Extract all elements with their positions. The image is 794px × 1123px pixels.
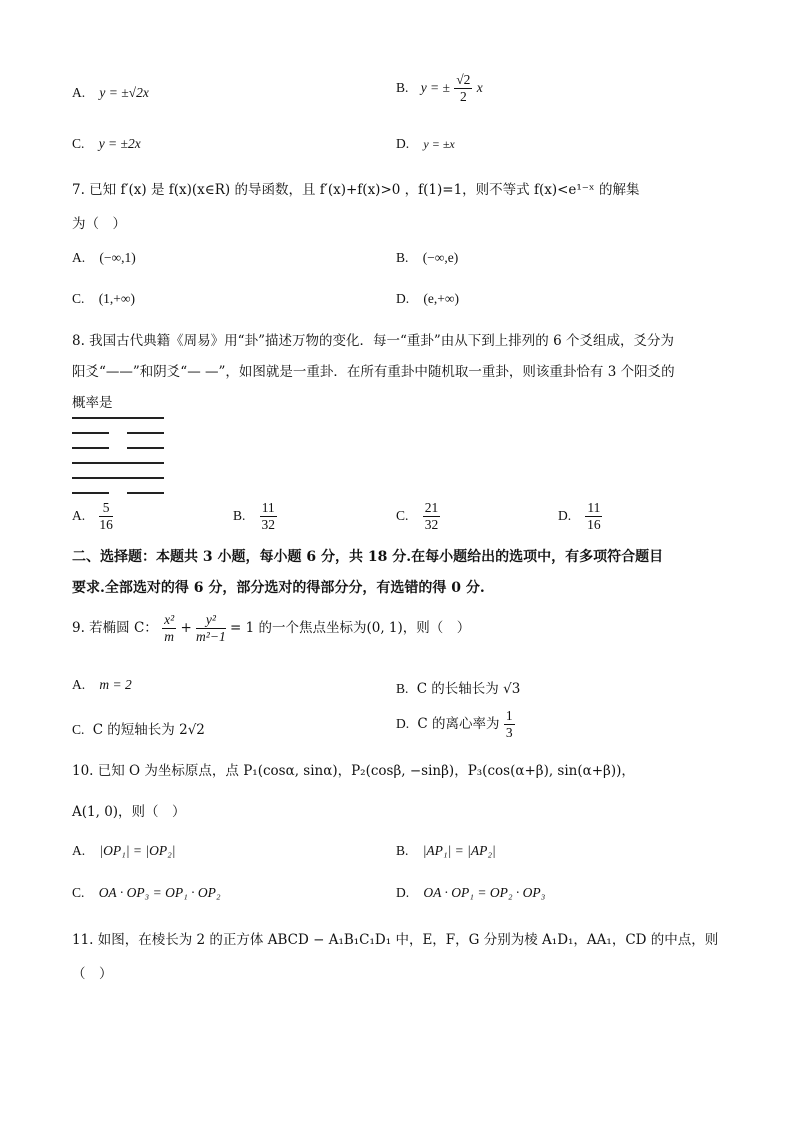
option-letter: D. [396, 716, 410, 731]
option-text: (−∞,1) [99, 250, 136, 265]
yang-line [72, 477, 164, 479]
option-text: m = 2 [99, 677, 132, 692]
fraction-denominator: m [164, 629, 174, 644]
q9-stem [72, 612, 470, 645]
q6-option-b [396, 72, 483, 105]
q7-stem-line1: 7. 已知 f′(x) 是 f(x)(x∈R) 的导函数，且 f′(x)+f(x)>0 ，f(1)=1，则不等式 f(x)<e¹⁻ˣ 的解集 [72, 182, 640, 198]
fraction-numerator: 11 [587, 500, 601, 515]
yang-line [72, 462, 164, 464]
q7-option-a [72, 250, 136, 266]
option-letter: D. [396, 291, 410, 306]
option-letter: C. [72, 136, 85, 151]
q7-option-c [72, 291, 135, 307]
fraction-numerator: 11 [261, 500, 275, 515]
option-text-pre: y = ± [420, 80, 450, 95]
option-letter: D. [558, 508, 572, 523]
fraction-denominator: 32 [424, 517, 439, 532]
yin-line-segment [127, 447, 164, 449]
fraction-numerator: 1 [505, 708, 513, 723]
yin-line-segment [127, 492, 164, 494]
option-text: y = ±2x [98, 136, 141, 151]
yin-line-segment [127, 432, 164, 434]
option-letter: C. [72, 291, 85, 306]
fraction-denominator: 2 [459, 89, 467, 104]
q6-option-c [72, 136, 141, 152]
q8-option-b [233, 500, 277, 533]
fraction-numerator: y² [196, 612, 226, 629]
q7-stem-line2: 为（ ） [72, 216, 126, 232]
fraction-denominator: 3 [505, 725, 513, 740]
q10-stem-line2: A(1, 0)，则（ ） [72, 804, 186, 820]
yin-line-segment [72, 432, 109, 434]
q6-option-a [72, 85, 149, 101]
fraction-denominator: 16 [587, 517, 601, 532]
fraction [99, 500, 113, 533]
option-text-pre: C 的离心率为 [417, 716, 500, 732]
option-text: (1,+∞) [98, 291, 136, 306]
q9-option-d [396, 708, 515, 741]
hexagram-figure [72, 414, 164, 496]
option-text: C 的长轴长为 √3 [416, 681, 521, 697]
fraction-numerator: x² [164, 612, 175, 627]
section-heading-line2: 要求.全部选对的得 6 分，部分选对的得部分分，有选错的得 0 分. [72, 580, 485, 596]
fraction-numerator: 5 [99, 500, 113, 517]
q11-stem-line1: 11. 如图，在棱长为 2 的正方体 ABCD − A₁B₁C₁D₁ 中，E，F，G 分别为棱 A₁D₁，AA₁，CD 的中点，则 [72, 932, 719, 948]
fraction-denominator: 32 [261, 517, 275, 532]
fraction [260, 500, 277, 533]
fraction-numerator: √2 [456, 72, 471, 87]
option-text: y = ±√2x [99, 85, 149, 100]
q10-option-a [72, 843, 176, 859]
fraction [196, 612, 226, 645]
yin-line-segment [72, 447, 109, 449]
yang-line [72, 417, 164, 419]
q7-option-d [396, 291, 459, 307]
q8-stem-line2: 阳爻“——”和阴爻“— —”，如图就是一重卦．在所有重卦中随机取一重卦，则该重卦恰有 3 个阳爻的 [72, 364, 675, 380]
q9-stem-post: = 1 的一个焦点坐标为(0, 1)，则（ ） [230, 620, 471, 636]
option-letter: D. [396, 136, 410, 151]
plus-sign: + [180, 620, 192, 636]
option-letter: B. [396, 80, 409, 95]
option-letter: B. [396, 250, 409, 265]
option-text: OA · OP₃ = OP₁ · OP₂ [98, 885, 221, 900]
yin-line-segment [72, 492, 109, 494]
fraction [162, 612, 176, 645]
option-letter: D. [396, 885, 410, 900]
option-text-post: x [476, 80, 483, 95]
option-text: |OP₁| = |OP₂| [99, 843, 176, 858]
option-letter: B. [396, 681, 409, 696]
fraction [423, 500, 441, 533]
option-letter: C. [396, 508, 409, 523]
q10-option-c [72, 885, 221, 901]
option-text: (−∞,e) [422, 250, 459, 265]
option-text: OA · OP₁ = OP₂ · OP₃ [423, 885, 546, 900]
q9-stem-pre: 9. 若椭圆 C： [72, 620, 158, 636]
q10-stem-line1: 10. 已知 O 为坐标原点，点 P₁(cosα, sinα)，P₂(cosβ, −sinβ)，P₃(cos(α+β), sin(α+β))， [72, 763, 635, 779]
q9-option-a [72, 677, 132, 693]
section-heading-line1: 二、选择题：本题共 3 小题，每小题 6 分，共 18 分.在每小题给出的选项中，有多项符合题目 [72, 549, 664, 565]
option-letter: B. [396, 843, 409, 858]
fraction [585, 500, 602, 533]
fraction [454, 72, 472, 105]
fraction-numerator: 21 [424, 500, 439, 515]
q10-option-b [396, 843, 496, 859]
fraction-denominator: 16 [99, 517, 113, 532]
q8-option-c [396, 500, 440, 533]
q8-stem-line1: 8. 我国古代典籍《周易》用“卦”描述万物的变化．每一“重卦”由从下到上排列的 6 个爻组成，爻分为 [72, 333, 674, 349]
fraction-denominator: m²−1 [196, 629, 226, 644]
option-letter: A. [72, 508, 86, 523]
option-letter: B. [233, 508, 246, 523]
q10-option-d [396, 885, 545, 901]
q7-option-b [396, 250, 458, 266]
option-text: y = ±x [423, 137, 455, 151]
q8-option-a [72, 500, 113, 533]
option-text: C 的短轴长为 2√2 [92, 722, 205, 738]
option-letter: A. [72, 85, 86, 100]
q11-stem-line2: （ ） [72, 966, 113, 982]
option-letter: A. [72, 843, 86, 858]
option-letter: C. [72, 722, 85, 737]
q9-option-b [396, 677, 520, 697]
option-letter: A. [72, 677, 86, 692]
q6-option-d [396, 136, 455, 152]
option-text: (e,+∞) [423, 291, 460, 306]
fraction [504, 708, 515, 741]
option-letter: C. [72, 885, 85, 900]
option-text: |AP₁| = |AP₂| [422, 843, 496, 858]
q8-option-d [558, 500, 602, 533]
q9-option-c [72, 718, 205, 738]
q8-stem-line3: 概率是 [72, 395, 113, 411]
option-letter: A. [72, 250, 86, 265]
